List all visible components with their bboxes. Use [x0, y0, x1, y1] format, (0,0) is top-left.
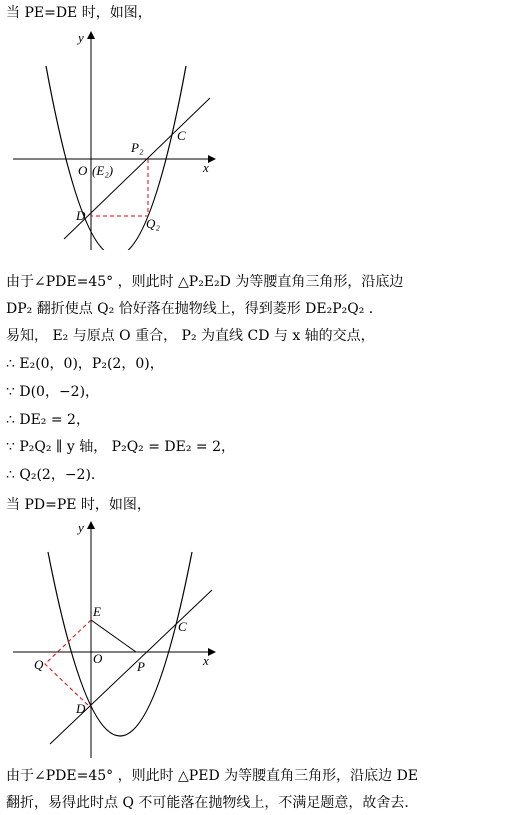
y-axis-label: y — [78, 520, 84, 535]
x-axis-label: x — [203, 653, 209, 668]
line-cd — [50, 590, 212, 744]
y-axis-label: y — [78, 30, 84, 45]
point-label-e2: (E₂) — [92, 163, 114, 178]
parabola-curve — [48, 552, 192, 736]
x-axis-label: x — [203, 160, 209, 175]
figure-2-graph — [10, 518, 225, 760]
point-label-o: O — [78, 163, 88, 178]
point-label-p: P — [137, 659, 145, 674]
figure-1-graph — [10, 28, 225, 250]
text-line-8: ∵ P₂Q₂ ∥ y 轴， P₂Q₂ = DE₂ = 2， — [6, 439, 236, 455]
point-label-d: D — [76, 701, 86, 716]
text-line-2: 由于∠PDE=45° ，则此时 △P₂E₂D 为等腰直角三角形，沿底边 — [6, 274, 404, 290]
text-line-3: DP₂ 翻折使点 Q₂ 恰好落在抛物线上，得到菱形 DE₂P₂Q₂ . — [6, 301, 374, 317]
text-line-12: 翻折，易得此时点 Q 不可能落在抛物线上，不满足题意，故舍去. — [6, 795, 409, 811]
parabola-curve — [46, 66, 186, 250]
point-label-c: C — [177, 128, 186, 143]
text-line-7: ∴ DE₂ = 2， — [6, 412, 90, 428]
point-label-q2: Q₂ — [146, 216, 160, 231]
text-line-10: 当 PD=PE 时，如图， — [6, 497, 151, 513]
text-line-4: 易知， E₂ 与原点 O 重合， P₂ 为直线 CD 与 x 轴的交点， — [6, 328, 375, 344]
text-line-11: 由于∠PDE=45° ，则此时 △PED 为等腰直角三角形，沿底边 DE — [6, 768, 419, 784]
segment-ep — [91, 620, 136, 652]
text-line-5: ∴ E₂(0，0)，P₂(2，0)， — [6, 356, 164, 372]
dashed-segments — [45, 620, 91, 708]
text-line-9: ∴ Q₂(2，−2). — [6, 467, 96, 483]
point-label-c: C — [178, 619, 187, 634]
text-line-1: 当 PE=DE 时，如图， — [6, 5, 152, 21]
point-label-p2: P₂ — [131, 140, 144, 155]
point-label-o: O — [93, 651, 103, 666]
point-label-e: E — [93, 604, 101, 619]
text-line-6: ∵ D(0，−2)， — [6, 384, 100, 400]
point-label-q: Q — [34, 657, 44, 672]
point-label-d: D — [76, 208, 86, 223]
